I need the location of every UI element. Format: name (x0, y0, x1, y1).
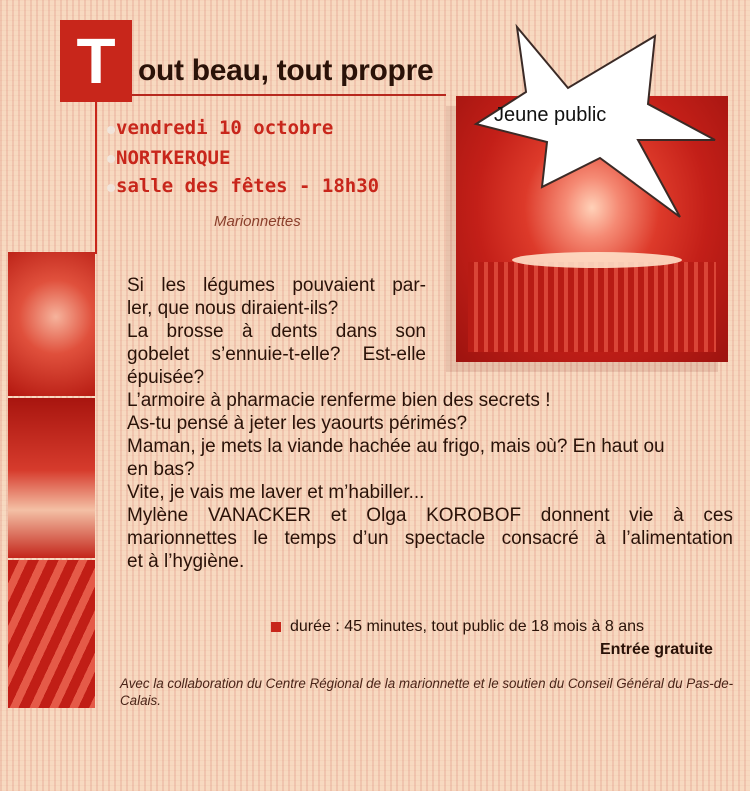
title-underline (132, 94, 446, 96)
bullet-dot (107, 184, 115, 192)
body-line: As-tu pensé à jeter les yaourts périmés? (127, 413, 468, 434)
credits-note: Avec la collaboration du Centre Régional de la marionnette et le soutien du Conseil Général du Pas-de-Calais. (120, 676, 734, 708)
body-line: gobelet s’ennuie-t-elle? Est-elle (127, 344, 426, 365)
body-line: L’armoire à pharmacie renferme bien des secrets ! (127, 390, 551, 411)
body-line: ler, que nous diraient-ils? (127, 298, 339, 319)
body-text (127, 274, 733, 573)
title-initial-box (60, 20, 132, 102)
duration-info: durée : 45 minutes, tout public de 18 mois à 8 ans (290, 618, 644, 635)
side-photo-bottom (8, 560, 95, 708)
side-photo-middle (8, 398, 95, 558)
body-line: Vite, je vais me laver et m’habiller... (127, 482, 425, 503)
duration-bullet (271, 622, 281, 632)
title-initial: T (76, 25, 116, 97)
event-date: vendredi 10 octobre (116, 117, 334, 139)
page-title: out beau, tout propre (138, 54, 434, 87)
body-line: Maman, je mets la viande hachée au frigo, mais où? En haut ou (127, 436, 665, 457)
body-line: Si les légumes pouvaient par- (127, 275, 426, 296)
body-line: en bas? (127, 459, 195, 480)
jeune-public-label: Jeune public (494, 104, 607, 126)
body-line: et à l’hygiène. (127, 551, 245, 572)
admission-info: Entrée gratuite (600, 641, 713, 658)
event-genre: Marionnettes (214, 213, 301, 230)
vertical-rule (95, 102, 97, 254)
side-photo-top (8, 252, 95, 396)
body-line: épuisée? (127, 367, 205, 388)
event-town: NORTKERQUE (116, 147, 231, 169)
body-line: marionnettes le temps d’un spectacle consacré à l’alimentation (127, 528, 733, 549)
bullet-dot (107, 126, 115, 134)
photo-highlight (512, 252, 682, 268)
body-line: La brosse à dents dans son (127, 321, 426, 342)
body-line: Mylène VANACKER et Olga KOROBOF donnent vie à ces (127, 505, 733, 526)
bullet-dot (107, 155, 115, 163)
event-venue-time: salle des fêtes - 18h30 (116, 175, 380, 197)
